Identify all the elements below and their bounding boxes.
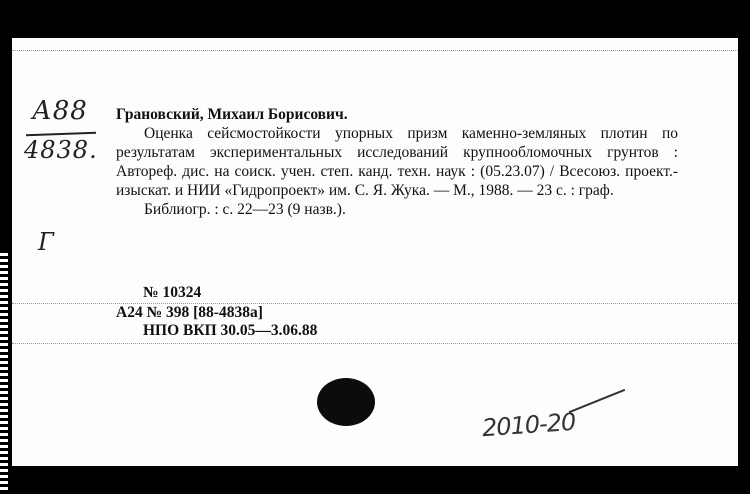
punch-hole	[317, 378, 375, 426]
handwritten-stamp: 2010-20	[481, 407, 577, 443]
accession-number: А24 № 398 [88-4838а]	[116, 304, 263, 321]
ruled-line	[12, 50, 738, 51]
stamp-stroke	[569, 389, 625, 413]
shelfmark-top: А88	[32, 96, 88, 126]
bibliographic-entry	[116, 105, 678, 219]
title-description: Оценка сейсмостойкости упорных призм каменно-земляных плотин по результатам экспериментальных исследований крупнообломочных грунтов : Автореф. дис. на соиск. учен. степ. канд. техн. наук : (05.23.07) / Всесоюз. проект.-изыскат. и НИИ «Гидропроект» им. С. Я. Жука. — М., 1988. — 23 с. : граф.	[116, 125, 678, 199]
handwritten-initial: Г	[38, 228, 54, 256]
author-heading: Грановский, Михаил Борисович.	[116, 106, 348, 123]
ruled-line	[12, 343, 738, 344]
catalog-card	[12, 38, 738, 466]
record-number: № 10324	[143, 284, 202, 301]
bibliography-note: Библиогр. : с. 22—23 (9 назв.).	[144, 201, 346, 218]
shelfmark-bottom: 4838.	[24, 136, 98, 164]
distribution-line: НПО ВКП 30.05—3.06.88	[143, 322, 318, 339]
scanner-edge-left	[0, 250, 8, 490]
